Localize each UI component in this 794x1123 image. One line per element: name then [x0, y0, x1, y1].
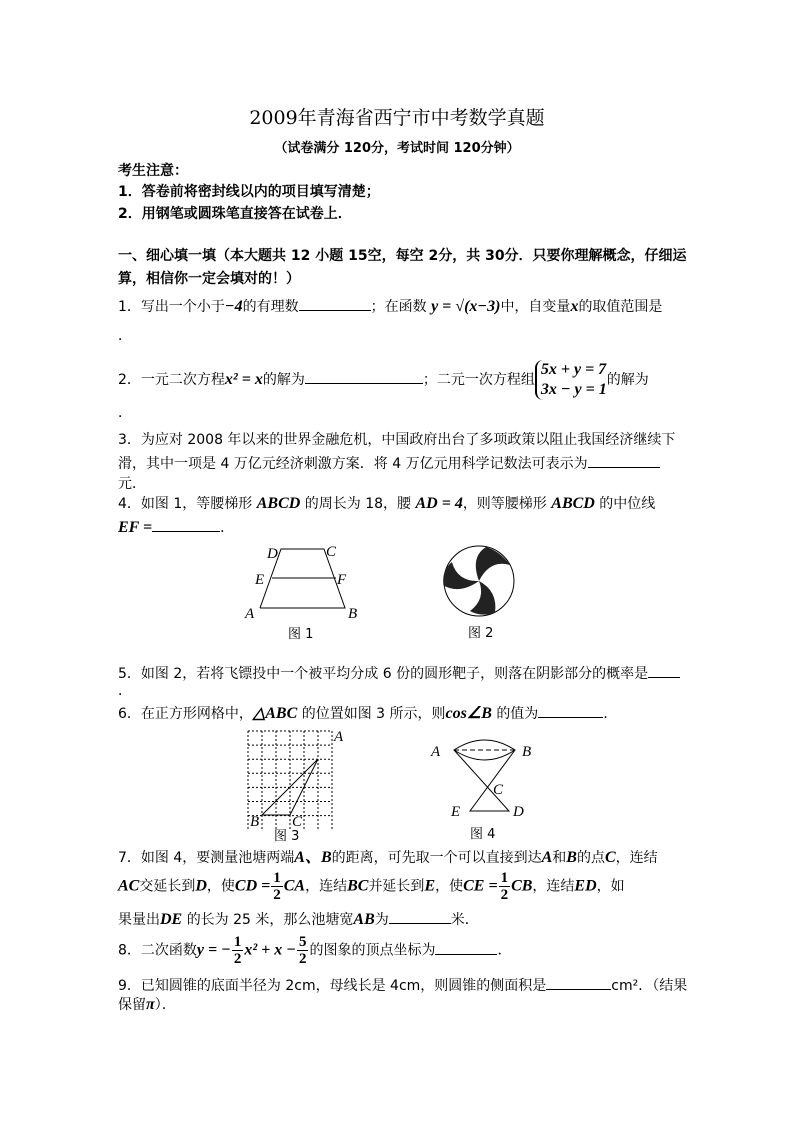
q6-math: cos∠B: [445, 705, 492, 722]
label-c: C: [493, 782, 504, 798]
label-d: D: [513, 804, 524, 820]
q8-text: 8．二次函数: [118, 942, 197, 959]
figure-2-dartboard: [440, 545, 520, 645]
q7-text: 米．: [450, 912, 479, 928]
q9-text: 9．已知圆锥的底面半径为 2cm，母线长是 4cm，则圆锥的侧面积是: [118, 978, 547, 994]
answer-blank[interactable]: [305, 369, 423, 384]
denominator: 2: [500, 887, 509, 903]
numerator: 1: [500, 870, 509, 886]
equation-system: [535, 360, 607, 400]
q4-math: ABCD: [256, 495, 301, 512]
q7-math: A、B: [294, 849, 332, 866]
label-e: E: [451, 804, 461, 820]
figure-caption: 图 4: [470, 827, 496, 842]
question-3-cont: [118, 453, 660, 473]
label-a: A: [334, 729, 344, 745]
q7-math: CA: [283, 877, 306, 895]
numerator: 1: [273, 870, 281, 886]
label-b: B: [522, 744, 532, 760]
q1-text: ；在函数: [370, 299, 427, 315]
figure-4-pond: [425, 728, 545, 843]
label-a: A: [431, 744, 441, 760]
q7-text: ，使: [435, 878, 464, 895]
q6-math: △ABC: [252, 705, 298, 722]
q4-text: 的周长为 18，腰: [304, 496, 412, 512]
q2-text: 的解为: [606, 372, 649, 388]
q1-math: x: [570, 298, 579, 315]
q9-math: π: [146, 996, 155, 1013]
label-b: B: [250, 814, 260, 830]
q7-math: C: [604, 849, 616, 866]
q2-text: ；二元一次方程组: [422, 372, 535, 388]
q7-text: ，连结: [615, 850, 658, 866]
label-e: E: [255, 572, 265, 588]
q1-end: ．: [118, 328, 132, 344]
label-c: C: [326, 544, 337, 560]
q2-text: 的解为: [262, 372, 305, 388]
equation-1: 5x + y = 7: [540, 361, 607, 378]
answer-blank[interactable]: [648, 663, 680, 678]
q7-math: B: [566, 849, 577, 866]
q4-math: ABCD: [551, 495, 595, 512]
q5-end: ．: [118, 683, 132, 699]
section-heading-cont: 算，相信你一定会填对的！）: [118, 271, 300, 287]
notice-item-2: 2．用钢笔或圆珠笔直接答在试卷上．: [118, 206, 352, 222]
label-f: F: [337, 572, 347, 588]
q7-math: CB: [511, 877, 533, 895]
notice-heading: 考生注意：: [118, 163, 188, 179]
question-7-line2: [118, 870, 625, 903]
label-d: D: [267, 546, 278, 562]
q1-function: y = √(x−3): [431, 298, 501, 315]
q6-text: 的位置如图 3 所示，则: [301, 706, 446, 722]
figure-caption: 图 1: [288, 627, 314, 642]
answer-blank[interactable]: [299, 296, 371, 311]
q4-text: 的中位线: [599, 496, 656, 512]
q4-math: EF =: [118, 519, 153, 536]
question-7: [118, 849, 658, 867]
question-3-end: 元．: [118, 476, 146, 492]
section-heading: 一、细心填一填（本大题共 12 小题 15空，每空 2分，共 30分．只要你理解概念，仔细运: [118, 248, 687, 264]
q3-text: 滑，其中一项是 4 万亿元经济刺激方案．将 4 万亿元用科学记数法可表示为: [118, 456, 588, 472]
q2-end: ．: [118, 405, 132, 421]
label-b: B: [348, 606, 358, 622]
figure-caption: 图 2: [468, 626, 494, 641]
figure-caption: 图 3: [274, 829, 300, 843]
question-5: [118, 663, 680, 683]
q7-math: D: [195, 877, 207, 895]
question-9: [118, 975, 687, 995]
question-7-line3: [118, 909, 479, 929]
q7-math: DE: [160, 911, 183, 928]
q7-text: 的距离，可先取一个可以直接到达: [331, 850, 542, 866]
q2-equation: x² = x: [224, 371, 263, 388]
answer-blank[interactable]: [389, 909, 451, 924]
q7-text: 7．如图 4，要测量池塘两端: [118, 850, 295, 866]
q7-text: ，如: [596, 878, 625, 895]
question-2: [118, 360, 649, 400]
subtitle: （试卷满分 120分，考试时间 120分钟）: [274, 141, 520, 156]
question-3: 3．为应对 2008 年以来的世界金融危机，中国政府出台了多项政策以阻止我国经济继续下: [118, 432, 676, 448]
q7-math: CD =: [234, 877, 271, 895]
q7-text: 的点: [576, 850, 605, 866]
q1-text: 1．写出一个小于: [118, 299, 225, 315]
q1-text: 的有理数: [242, 299, 299, 315]
q2-text: 2．一元二次方程: [118, 372, 225, 388]
q8-math: x² + x −: [244, 941, 296, 959]
q4-text: 4．如图 1，等腰梯形: [118, 496, 253, 512]
question-9-cont: [118, 996, 176, 1014]
numerator: 1: [233, 934, 242, 950]
q1-text: 中，自变量: [500, 299, 571, 315]
fraction-half: [271, 870, 283, 903]
q9-text: cm²．（结果: [611, 978, 688, 994]
answer-blank[interactable]: [546, 975, 611, 990]
question-8: [118, 934, 511, 967]
q8-text: ．: [497, 942, 512, 959]
q7-text: 和: [552, 850, 567, 866]
question-6: [118, 703, 617, 723]
q7-math: ED: [574, 877, 597, 895]
question-1: [118, 296, 662, 316]
q7-math: A: [541, 849, 553, 866]
q8-text: 的图象的顶点坐标为: [309, 942, 436, 959]
construction-lines: [454, 750, 515, 811]
label-a: A: [245, 606, 255, 622]
q1-math: −4: [224, 298, 243, 315]
fraction: [232, 934, 244, 967]
q4-text: ．: [220, 520, 235, 536]
q6-text: 6．在正方形网格中，: [118, 706, 253, 722]
figure-3-grid: [240, 728, 350, 843]
q7-text: ，连结: [305, 878, 348, 895]
q7-math: AC: [118, 877, 140, 895]
fraction-half: [499, 870, 511, 903]
q9-text: 保留: [118, 997, 146, 1013]
q7-text: 交延长到: [139, 878, 196, 895]
q5-text: 5．如图 2，若将飞镖投中一个被平均分成 6 份的圆形靶子，则落在阴影部分的概率是: [118, 666, 649, 682]
q7-math: CE =: [463, 877, 498, 895]
answer-blank[interactable]: [152, 517, 220, 532]
q7-text: ，连结: [532, 878, 575, 895]
q7-text: ，使: [206, 878, 235, 895]
answer-blank[interactable]: [538, 703, 603, 718]
numerator: 5: [298, 934, 307, 950]
notice-item-1: 1．答卷前将密封线以内的项目填写清楚；: [118, 184, 380, 200]
figure-1-trapezoid: [240, 540, 370, 645]
denominator: 2: [273, 887, 281, 903]
q7-math: BC: [347, 877, 369, 895]
label-c: C: [292, 814, 303, 830]
denominator: 2: [298, 951, 307, 967]
question-4: [118, 495, 655, 513]
q9-text: ）．: [154, 997, 176, 1013]
answer-blank[interactable]: [588, 453, 660, 468]
denominator: 2: [233, 951, 242, 967]
q4-text: ，则等腰梯形: [462, 496, 547, 512]
page-title: 2009年青海省西宁市中考数学真题: [249, 107, 545, 129]
q6-text: 的值为: [496, 706, 539, 722]
fraction: [297, 934, 309, 967]
q7-text: 果量出: [118, 912, 160, 928]
answer-blank[interactable]: [435, 940, 497, 955]
q7-text: 的长为 25 米，那么池塘宽: [186, 912, 354, 928]
q4-math: AD = 4: [415, 495, 463, 512]
equation-2: 3x − y = 1: [540, 381, 607, 398]
q7-text: 并延长到: [368, 878, 425, 895]
q8-math: y = −: [196, 941, 231, 959]
q7-math: E: [424, 877, 436, 895]
question-4-cont: [118, 517, 234, 537]
q1-text: 的取值范围是: [578, 299, 663, 315]
q7-math: AB: [353, 911, 375, 928]
q7-text: 为: [374, 912, 389, 928]
q6-text: ．: [603, 706, 618, 722]
